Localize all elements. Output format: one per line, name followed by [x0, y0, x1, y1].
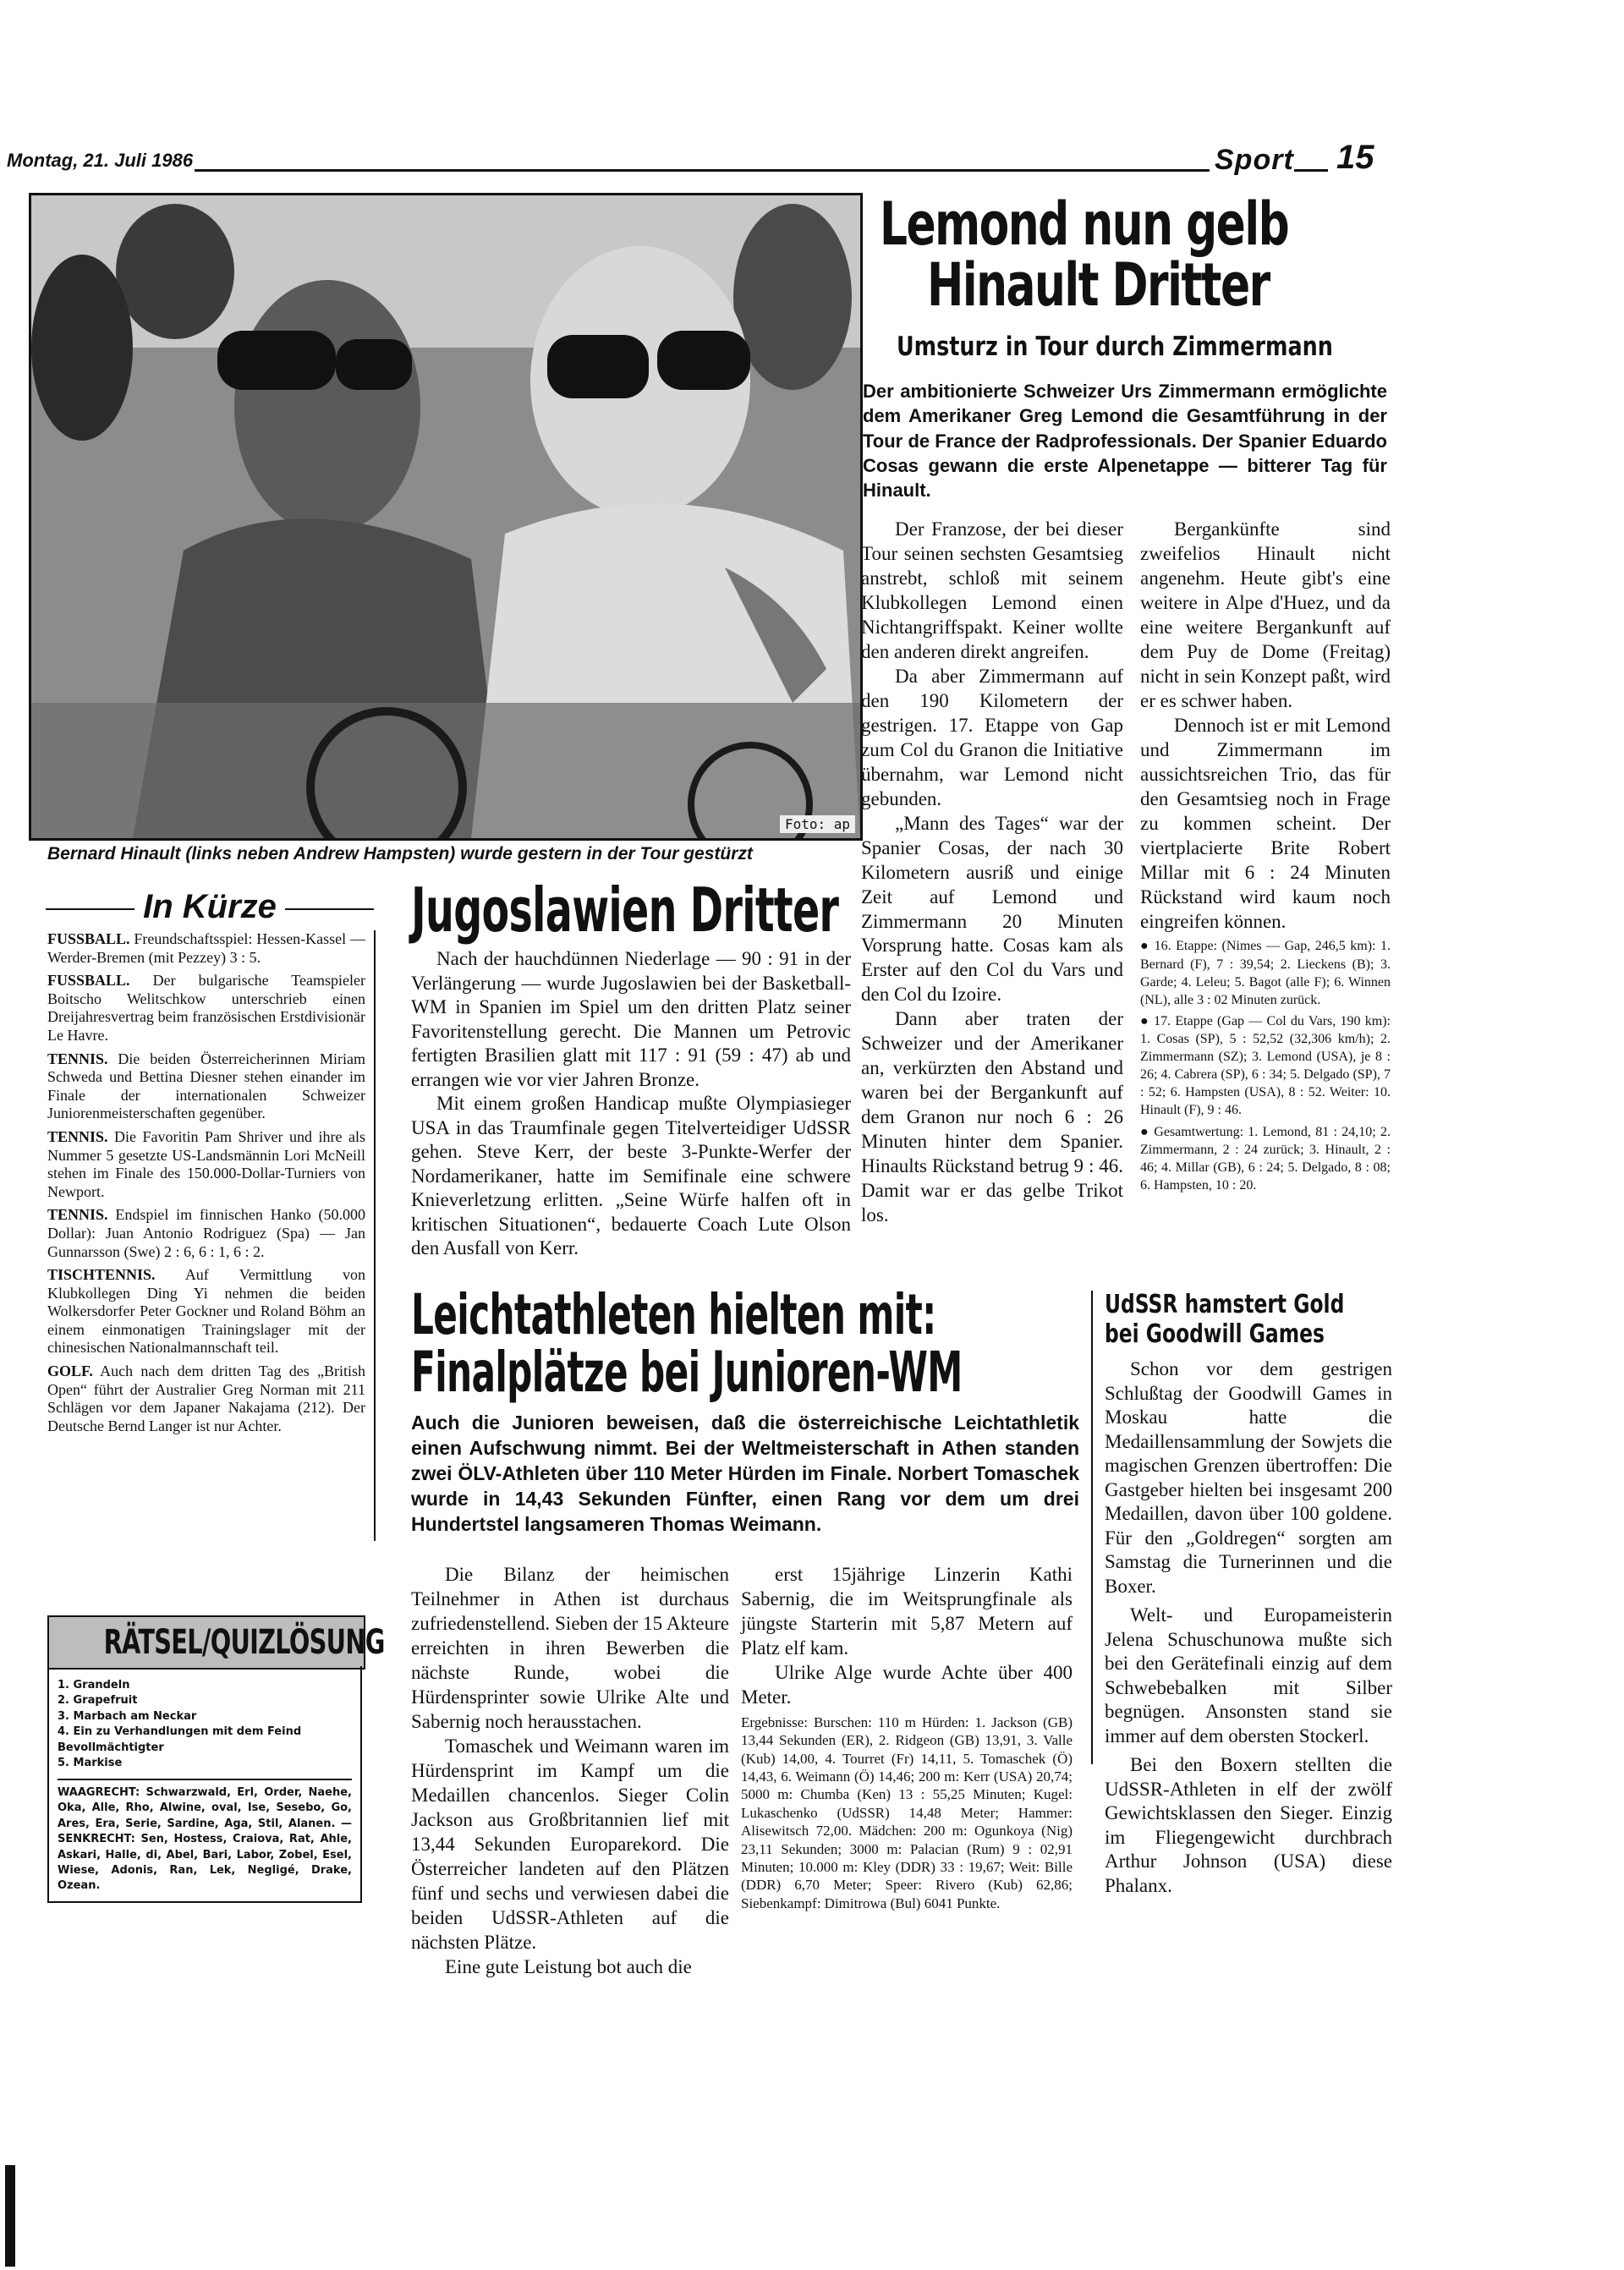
- paragraph: Dennoch ist er mit Lemond und Zimmermann im aussichtsreichen Trio, das für den Gesamtsieg noch in Frage zu kommen scheint. Der viertplacierte Brite Robert Millar mit 6 : 24 Minuten Rückstand wird kaum noch eingreifen können.: [1140, 714, 1391, 932]
- quiz-answer: 3. Marbach am Neckar: [58, 1709, 197, 1723]
- in-kuerze-heading: [46, 888, 374, 926]
- paragraph: Bergankünfte sind zweifelios Hinault nicht angenehm. Heute gibt's eine weitere in Alpe d'Huez, und da eine weitere Bergankunft auf dem Puy de Dome (Freitag) nicht in sein Konzept paßt, wird er es schwer haben.: [1140, 518, 1391, 711]
- news-tag: FUSSBALL.: [47, 972, 130, 990]
- news-tag: TENNIS.: [47, 1206, 108, 1224]
- jugoslawien-headline: Jugoslawien Dritter: [411, 875, 839, 946]
- leichtathleten-headline-line1: Leichtathleten hielten mit:: [411, 1282, 936, 1347]
- leichtathleten-lead: Auch die Junioren beweisen, daß die österreichische Leichtathletik einen Aufschwung nimmt. Bei der Weltmeisterschaft in Athen standen zwei ÖLV-Athleten über 110 Meter Hürden im Finale. Norbert Tomaschek wurde in 14,43 Sekunden Fünfter, einen Rang vor dem um drei Hundertstel langsameren Thomas Weimann.: [411, 1412, 1079, 1535]
- paragraph: Bei den Boxern stellten die UdSSR-Athleten in elf der zwölf Gewichtsklassen den Sieger. Einzig im Fliegengewicht durchbrach Arthur Johnson (USA) diese Phalanx.: [1105, 1754, 1392, 1896]
- result-item: ● 17. Etappe (Gap — Col du Vars, 190 km): 1. Cosas (SP), 5 : 52,52 (32,306 km/h); 2. Zimmermann (SZ); 3. Lemond (USA), je 8 : 26; 4. Cabrera (SP), 6 : 34; 5. Delgado (SP), 7 : 52; 6. Hampsten (USA), 8 : 52. Weiter: 10. Hinault (F), 9 : 46.: [1140, 1013, 1391, 1118]
- paragraph: erst 15jährige Linzerin Kathi Sabernig, die im Weitsprungfinale als jüngste Starterin mit 5,87 Metern auf Platz elf kam.: [741, 1564, 1073, 1659]
- header-rule: [195, 169, 1210, 172]
- news-item: [47, 1363, 365, 1435]
- paragraph: Nach der hauchdünnen Niederlage — 90 : 91 in der Verlängerung — wurde Jugoslawien bei der Basketball-WM in Spanien im Spiel um den dritten Platz seiner Favoritenstellung gerecht. Die Mannen um Petrovic fertigten Brasilien glatt mit 117 : 91 (59 : 47) ab und errangen wie vor vier Jahren Bronze.: [411, 948, 851, 1090]
- crossword-solution: WAAGRECHT: Schwarzwald, Erl, Order, Naehe, Oka, Alle, Rho, Alwine, oval, Ise, Sesebo, Go, Ares, Era, Serie, Sardine, Aga, Stil, Alanen. — SENKRECHT: Sen, Hostess, Craiova, Rat, Ahle, Askari, Halle, di, Abel, Bari, Labor, Zobel, Esel, Wiese, Adonis, Ran, Lek, Negligé, Drake, Ozean.: [58, 1785, 352, 1893]
- quiz-answers: [58, 1678, 352, 1780]
- in-kuerze-list: [47, 930, 374, 1435]
- paragraph: Welt- und Europameisterin Jelena Schuschunowa mußte sich bei den Gerätefinali einzig auf dem Schwebebalken mit Silber begnügen. Ansonsten stand sie immer auf dem obersten Stockerl.: [1105, 1604, 1392, 1746]
- news-text: Die beiden Österreicherinnen Miriam Schweda und Bettina Diesner stehen einander im Finale der internationalen Schweizer Juniorenmeisterschaften gegenüber.: [47, 1050, 365, 1122]
- leichtathleten-headline-line2: Finalplätze bei Junioren-WM: [411, 1340, 963, 1405]
- paragraph: Schon vor dem gestrigen Schlußtag der Goodwill Games in Moskau hatte die Medaillensammlung der Sowjets die magischen Grenzen übertroffen: Die Gastgeber hielten bei insgesamt 200 Medaillen, davon über 100 goldene. Für den „Goldregen“ sorgten am Samstag die Turnerinnen und die Boxer.: [1105, 1358, 1392, 1597]
- news-item: [47, 930, 365, 967]
- paragraph: Da aber Zimmermann auf den 190 Kilometern der gestrigen. 17. Etappe von Gap zum Col du Granon die Initiative übernahm, war Lemond nicht gebunden.: [861, 665, 1123, 809]
- photo-caption: Bernard Hinault (links neben Andrew Hampsten) wurde gestern in der Tour gestürzt: [47, 844, 753, 864]
- stage-results: [1140, 937, 1391, 1194]
- quiz-answer: 2. Grapefruit: [58, 1694, 138, 1708]
- result-item: ● Gesamtwertung: 1. Lemond, 81 : 24,10; 2. Zimmermann, 2 : 24 zurück; 3. Hinault, 2 : 46; 4. Millar (GB), 6 : 24; 5. Delgado, 8 : 08; 6. Hampsten, 10 : 20.: [1140, 1124, 1391, 1193]
- lead-headline-line2: Hinault Dritter: [927, 250, 1270, 320]
- news-text: Auch nach dem dritten Tag des „British Open“ führt der Australier Greg Norman mit 211 Schlägen vor dem Japaner Nakajama (212). Der Deutsche Bernd Langer ist nur Achter.: [47, 1363, 365, 1434]
- raetsel-solution-box: [47, 1666, 362, 1903]
- udssr-article: [1091, 1290, 1409, 1896]
- news-text: Die Favoritin Pam Shriver und ihre als Nummer 5 gesetzte US-Landsmännin Lori McNeill stehen im Finale des 150.000-Dollar-Turniers von Newport.: [47, 1127, 365, 1200]
- news-tag: TISCHTENNIS.: [47, 1266, 156, 1284]
- paragraph: Tomaschek und Weimann waren im Hürdensprint im Kampf um die Medaillen chancenlos. Sieger Colin Jackson aus Großbritannien lief mit 13,44 Sekunden Europarekord. Die Österreicher landeten auf den Plätzen fünf und sechs und verwiesen dabei die beiden UdSSR-Athleten auf die nächsten Plätze.: [411, 1735, 729, 1953]
- lead-column-1: [861, 518, 1123, 1228]
- news-tag: FUSSBALL.: [47, 930, 130, 947]
- news-tag: TENNIS.: [47, 1050, 108, 1067]
- news-item: [47, 972, 365, 1045]
- udssr-headline-line2: bei Goodwill Games: [1105, 1319, 1325, 1349]
- lead-subheadline: Umsturz in Tour durch Zimmermann: [897, 332, 1333, 362]
- issue-date: Montag, 21. Juli 1986: [7, 150, 194, 171]
- news-text: Der bulgarische Teamspieler Boitscho Welitschkow unterschrieb einen Dreijahresvertrag beim französischen Erstdivisionär Le Havre.: [47, 972, 366, 1044]
- cycling-photo: [29, 193, 863, 841]
- news-item: [47, 1128, 365, 1201]
- quiz-answer: 4. Ein zu Verhandlungen mit dem Feind Bevollmächtigter: [58, 1725, 302, 1754]
- news-item: [47, 1266, 365, 1357]
- leichtathleten-column-2: [741, 1563, 1073, 1912]
- paragraph: Mit einem großen Handicap mußte Olympiasieger USA in das Traumfinale gegen Titelverteidiger UdSSR gehen. Steve Kerr, der beste 3-Punkte-Werfer der Nordamerikaner, hatte im Semifinale eine schwere Knieverletzung erlitten. „Seine Würfe halfen oft in kritischen Situationen“, bedauerte Coach Lute Olson den Ausfall von Kerr.: [411, 1093, 851, 1259]
- raetsel-title: RÄTSEL/QUIZLÖSUNG: [103, 1623, 385, 1662]
- news-text: Endspiel im finnischen Hanko (50.000 Dollar): Juan Antonio Rodriguez (Spa) — Jan Gunnarsson (Swe) 2 : 6, 6 : 1, 6 : 2.: [47, 1206, 365, 1260]
- athletics-results: Ergebnisse: Burschen: 110 m Hürden: 1. Jackson (GB) 13,44 Sekunden (ER), 2. Ridgeon (GB) 13,91, 3. Valle (Kub) 14,00, 4. Tourret (Fr) 14,11, 5. Tomaschek (Ö) 14,43, 6. Weimann (Ö) 14,46; 200 m: Kerr (USA) 20,74; 5000 m: Chumba (Ken) 13 : 55,25 Minuten; Kugel: Lukaschenko (UdSSR) 14,48 Meter; Hammer: Alisewitsch 72,00. Mädchen: 200 m: Ogunkoya (Nig) 23,11 Sekunden; 3000 m: Palacian (Rum) 9 : 02,91 Minuten; 10.000 m: Kley (DDR) 33 : 19,67; Weit: Bille (DDR) 6,70 Meter; Speer: Rivero (Kub) 62,86; Siebenkampf: Dimitrowa (Bul) 6041 Punkte.: [741, 1713, 1073, 1911]
- in-kuerze-box: [47, 930, 376, 1541]
- result-item: ● 16. Etappe: (Nimes — Gap, 246,5 km): 1. Bernard (F), 7 : 39,54; 2. Lieckens (B); 3. Garde; 4. Leleu; 5. Bagot (alle F); 6. Winnen (NL), alle 3 : 02 Minuten zurück.: [1140, 939, 1391, 1007]
- paragraph: Dann aber traten der Schweizer und der Amerikaner an, verkürzten den Abstand und waren bei der Bergankunft auf dem Granon nur noch 6 : 26 Minuten hinter dem Spanier. Hinaults Rückstand betrug 9 : 46. Damit war er das gelbe Trikot los.: [861, 1008, 1123, 1226]
- page-number: 15: [1336, 139, 1374, 176]
- section-name: Sport: [1215, 144, 1294, 176]
- lead-intro: Der ambitionierte Schweizer Urs Zimmermann ermöglichte dem Amerikaner Greg Lemond die Gesamtführung in der Tour de France der Radprofessionals. Der Spanier Eduardo Cosas gewann die erste Alpenetappe — bitterer Tag für Hinault.: [863, 381, 1387, 501]
- news-tag: GOLF.: [47, 1363, 93, 1380]
- udssr-headline-line1: UdSSR hamstert Gold: [1105, 1290, 1345, 1319]
- paragraph: Die Bilanz der heimischen Teilnehmer in Athen ist durchaus zufriedenstellend. Sieben der 15 Akteure erreichten in ihren Bewerben die nächste Runde, wobei die Hürdensprinter sowie Ulrike Alte und Sabernig noch herausstachen.: [411, 1564, 729, 1732]
- lead-headline-line1: Lemond nun gelb: [880, 189, 1289, 259]
- paragraph: „Mann des Tages“ war der Spanier Cosas, der nach 30 Kilometern ausriß und einige Zeit auf Lemond und Zimmermann 20 Minuten Vorsprung hatte. Cosas kam als Erster auf den Col du Vars und den Col du Izoire.: [861, 812, 1123, 1006]
- cyclists-image: [31, 195, 860, 838]
- quiz-answer: 5. Markise: [58, 1757, 123, 1770]
- news-item: [47, 1206, 365, 1261]
- jugoslawien-body: [411, 947, 851, 1261]
- paragraph: Eine gute Leistung bot auch die: [445, 1955, 692, 1977]
- news-tag: TENNIS.: [47, 1127, 108, 1145]
- lead-column-2: [1140, 518, 1391, 1194]
- news-text: Freundschaftsspiel: Hessen-Kassel — Werder-Bremen (mit Pezzey) 3 : 5.: [47, 930, 366, 966]
- photo-credit: Foto: ap: [780, 815, 855, 833]
- paragraph: Ulrike Alge wurde Achte über 400 Meter.: [741, 1661, 1073, 1708]
- news-item: [47, 1050, 365, 1123]
- margin-bar: [5, 2165, 15, 2267]
- header-rule-short: [1294, 169, 1328, 172]
- news-text: Auf Vermittlung von Klubkollegen Ding Yi nehmen die beiden Wolkersdorfer Peter Gockner und Roland Böhm an einem einmonatigen Trainingslager mit der chinesischen Nationalmannschaft teil.: [47, 1266, 365, 1357]
- in-kuerze-title: In Kürze: [134, 888, 285, 925]
- leichtathleten-column-1: [411, 1563, 729, 1979]
- paragraph: Der Franzose, der bei dieser Tour seinen sechsten Gesamtsieg anstrebt, schloß mit seinem Klubkollegen Lemond einen Nichtangriffspakt. Keiner wollte den anderen direkt angreifen.: [861, 518, 1123, 662]
- quiz-answer: 1. Grandeln: [58, 1679, 130, 1692]
- udssr-body: [1105, 1357, 1392, 1898]
- raetsel-heading: [47, 1615, 385, 1670]
